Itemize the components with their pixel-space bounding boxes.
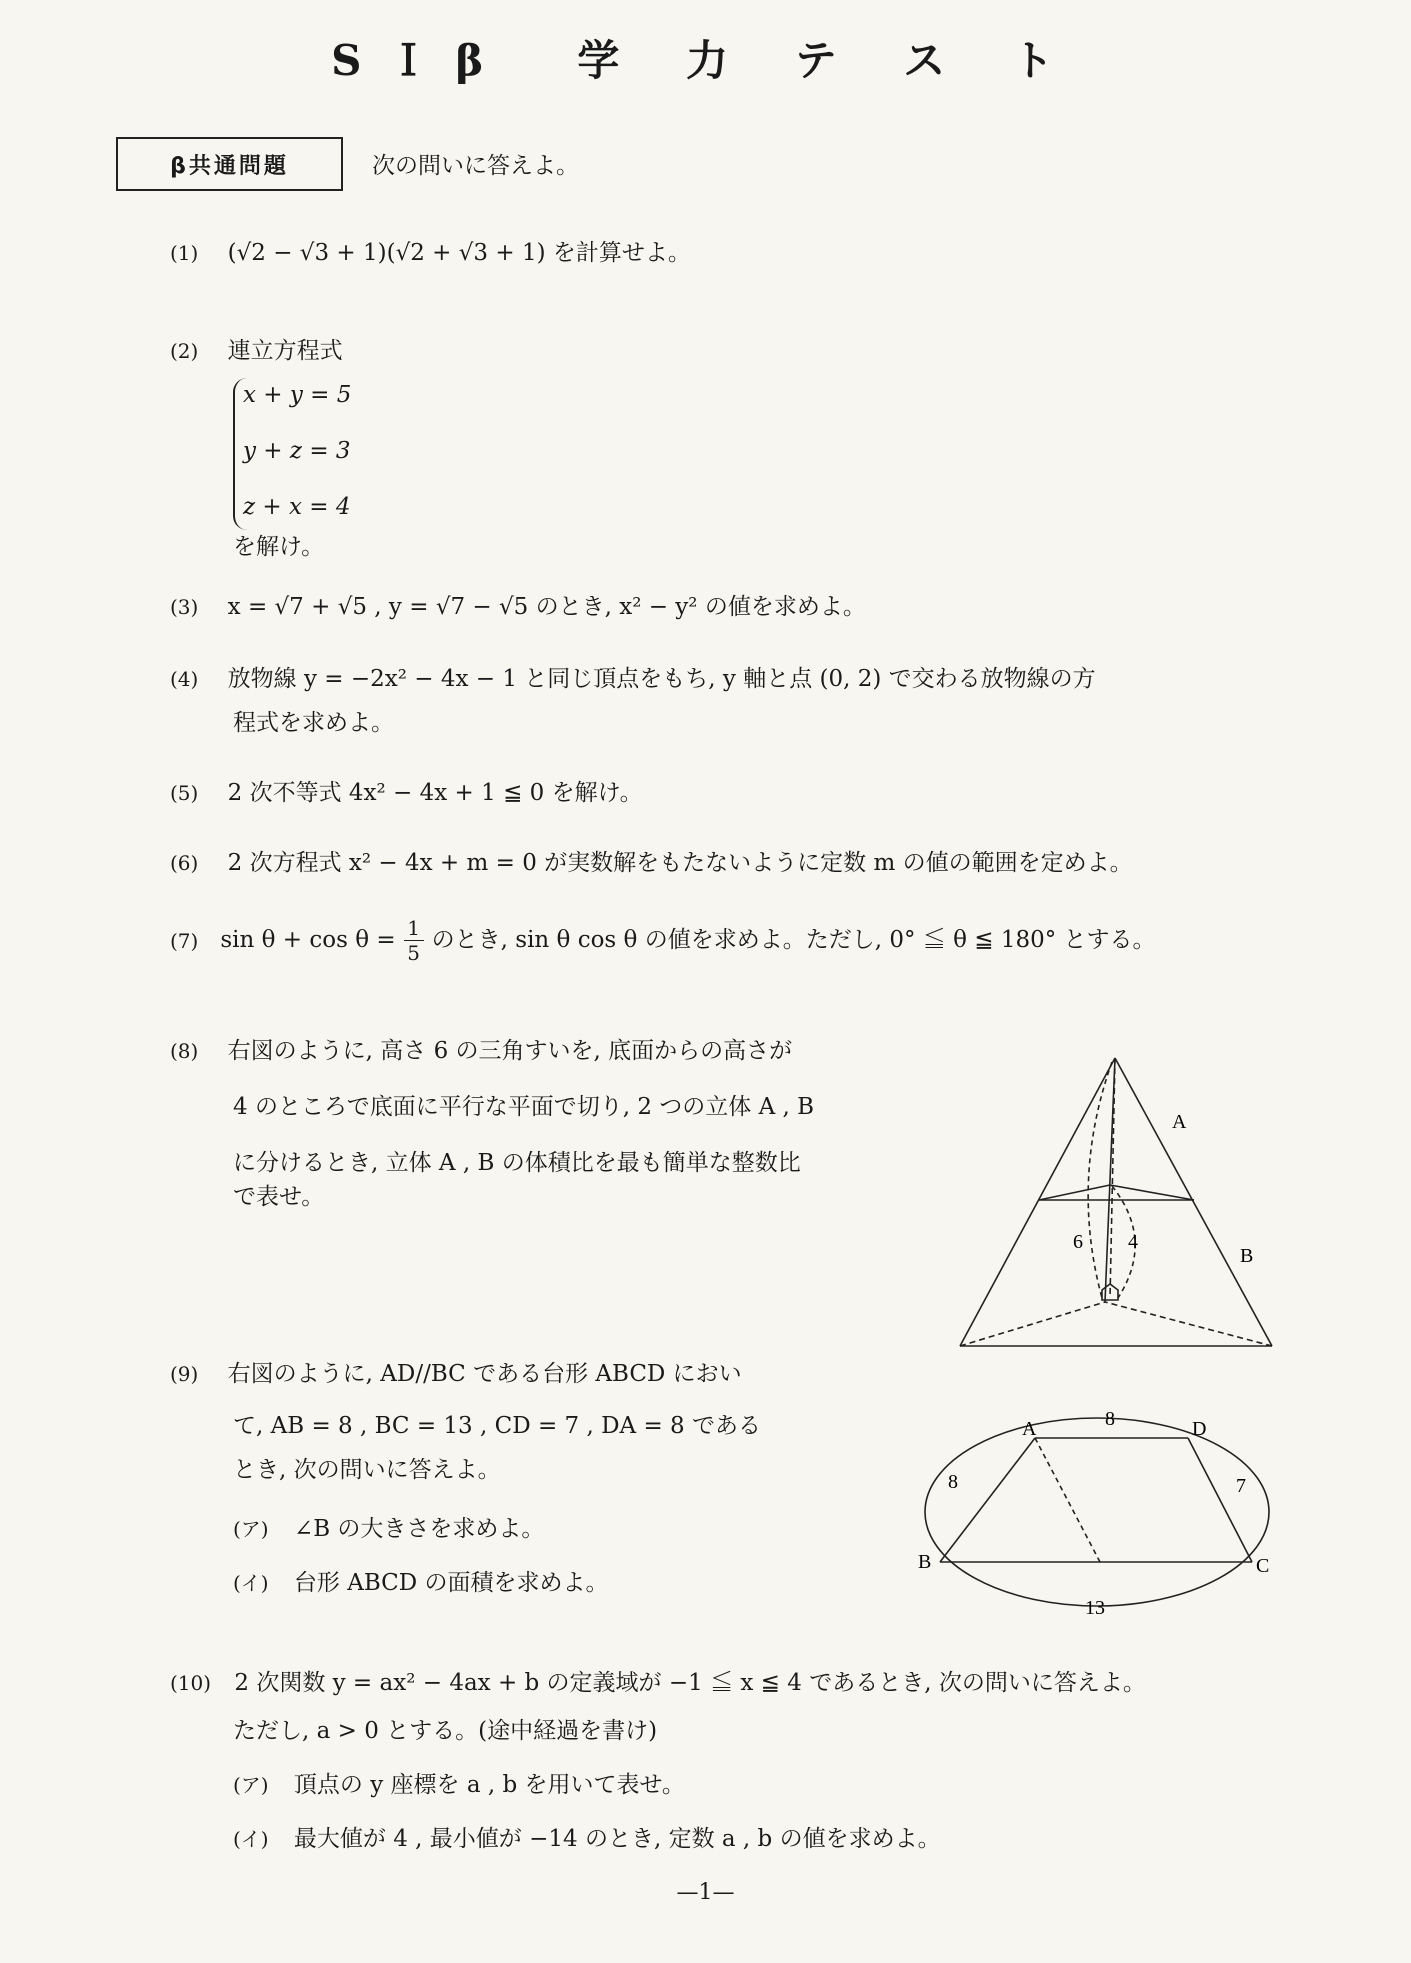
label-b: B [1240, 1245, 1254, 1267]
question-2 [170, 334, 343, 369]
page-title: SＩβ 学 力 テ ス ト [331, 36, 1080, 85]
equation-1: x + y = 5 [243, 382, 352, 408]
pyramid-figure [950, 1050, 1280, 1360]
cut-plane-edge [1039, 1185, 1110, 1200]
question-3 [170, 590, 866, 625]
page-number: —1— [676, 1880, 735, 1905]
question-8 [170, 1034, 792, 1069]
question-text: 連立方程式 [227, 338, 343, 364]
question-text: ただし, a > 0 とする。(途中経過を書け) [233, 1718, 658, 1744]
trapezoid-figure [900, 1400, 1280, 1620]
pyramid-edge [960, 1058, 1115, 1346]
subquestion-text: ∠B の大きさを求めよ。 [293, 1516, 545, 1542]
subquestion-text: 頂点の y 座標を a , b を用いて表せ。 [293, 1772, 685, 1798]
question-text: て, AB = 8 , BC = 13 , CD = 7 , DA = 8 である [233, 1413, 762, 1439]
question-9 [170, 1357, 742, 1392]
length-ab: 8 [948, 1471, 958, 1493]
vertex-a: A [1022, 1418, 1037, 1440]
question-1 [170, 236, 691, 271]
vertex-b: B [918, 1551, 932, 1573]
question-number: (7) [170, 928, 199, 953]
question-text: (√2 − √3 + 1)(√2 + √3 + 1) を計算せよ。 [227, 240, 691, 266]
question-text: とき, 次の問いに答えよ。 [233, 1457, 501, 1483]
length-cd: 7 [1236, 1475, 1246, 1497]
label-a: A [1172, 1111, 1187, 1133]
subquestion-a [233, 1768, 685, 1803]
question-number: (2) [170, 339, 199, 363]
question-6 [170, 846, 1133, 881]
hidden-edge [1105, 1302, 1272, 1346]
question-text: で表せ。 [233, 1184, 325, 1210]
ellipse-outline [925, 1418, 1269, 1606]
fraction [404, 916, 424, 965]
subquestion-text: 最大値が 4 , 最小値が −14 のとき, 定数 a , b の値を求めよ。 [293, 1826, 941, 1852]
question-text: 2 次関数 y = ax² − 4ax + b の定義域が −1 ≦ x ≦ 4 であるとき, 次の問いに答えよ。 [234, 1670, 1146, 1696]
section-label: β共通問題 [116, 137, 343, 191]
question-number: (8) [170, 1039, 199, 1063]
length-bc: 13 [1085, 1597, 1105, 1619]
question-number: (6) [170, 851, 199, 875]
question-number: (9) [170, 1362, 199, 1386]
equation-2: y + z = 3 [243, 438, 351, 464]
question-text: 4 のところで底面に平行な平面で切り, 2 つの立体 A , B [233, 1094, 815, 1120]
question-number: (5) [170, 781, 199, 805]
question-text: のとき, sin θ cos θ の値を求めよ。ただし, 0° ≦ θ ≦ 180° とする。 [431, 927, 1156, 954]
question-text: 右図のように, 高さ 6 の三角すいを, 底面からの高さが [227, 1038, 793, 1064]
subquestion-b [233, 1566, 609, 1601]
brace-6 [1088, 1062, 1112, 1298]
subquestion-label: (ア) [233, 1517, 269, 1541]
hidden-edge [960, 1302, 1105, 1346]
subquestion-label: (イ) [233, 1571, 269, 1595]
question-text: 右図のように, AD//BC である台形 ABCD におい [227, 1361, 742, 1387]
cut-plane-edge [1110, 1185, 1194, 1200]
length-da: 8 [1105, 1408, 1115, 1430]
question-number: (4) [170, 667, 199, 691]
diagonal-dashed [1035, 1438, 1100, 1562]
equation-system [233, 378, 383, 530]
question-text: に分けるとき, 立体 A , B の体積比を最も簡単な整数比 [233, 1150, 801, 1176]
section-instruction: 次の問いに答えよ。 [372, 153, 579, 179]
subquestion-label: (イ) [233, 1827, 269, 1851]
question-text: 放物線 y = −2x² − 4x − 1 と同じ頂点をもち, y 軸と点 (0, 2) で交わる放物線の方 [227, 666, 1096, 692]
question-text: 程式を求めよ。 [233, 710, 394, 736]
subquestion-label: (ア) [233, 1773, 269, 1797]
subquestion-a [233, 1512, 544, 1547]
equation-3: z + x = 4 [243, 494, 351, 520]
question-text: を解け。 [233, 534, 325, 560]
subquestion-b [233, 1822, 941, 1857]
question-number: (10) [170, 1671, 212, 1695]
question-number: (3) [170, 595, 199, 619]
fraction-numerator: 1 [407, 916, 420, 940]
pyramid-edge [1115, 1058, 1272, 1346]
question-7 [170, 916, 1156, 965]
question-text: x = √7 + √5 , y = √7 − √5 のとき, x² − y² の値を求めよ。 [227, 594, 866, 620]
question-text: 2 次不等式 4x² − 4x + 1 ≦ 0 を解け。 [227, 780, 643, 806]
subquestion-text: 台形 ABCD の面積を求めよ。 [293, 1570, 609, 1596]
question-5 [170, 776, 643, 811]
side-dc [1188, 1438, 1252, 1562]
label-6: 6 [1073, 1231, 1083, 1253]
question-10 [170, 1666, 1146, 1701]
pyramid-back-edge [1105, 1058, 1115, 1302]
vertex-c: C [1256, 1555, 1270, 1577]
question-number: (1) [170, 241, 199, 265]
question-4 [170, 662, 1096, 697]
label-4: 4 [1128, 1231, 1138, 1253]
question-text: 2 次方程式 x² − 4x + m = 0 が実数解をもたないように定数 m の値の範囲を定めよ。 [227, 850, 1133, 876]
side-ab [940, 1438, 1035, 1562]
question-text: sin θ + cos θ = [220, 927, 396, 954]
vertex-d: D [1192, 1418, 1207, 1440]
fraction-denominator: 5 [404, 940, 424, 965]
